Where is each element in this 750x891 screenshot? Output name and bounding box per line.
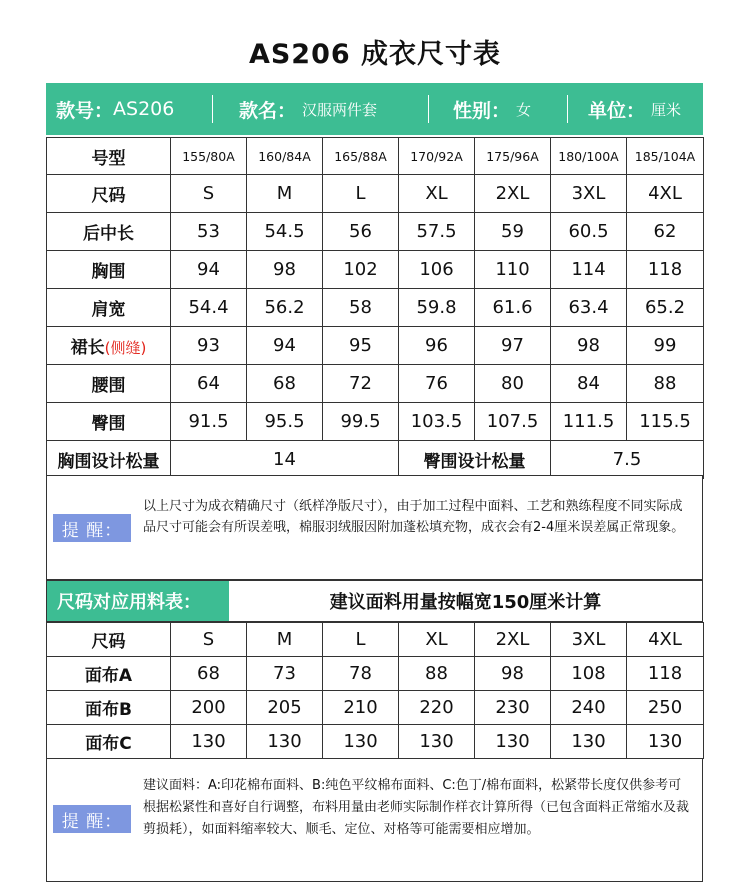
fabric-reminder-text: 建议面料：A:印花棉布面料、B:纯色平纹棉布面料、C:色丁/棉布面料，松紧带长度仅供参考可根据松紧性和喜好自行调整，布料用量由老师实际制作样衣计算所得（已包含面料正常缩水及裁剪损耗），如面料缩率较大、顺毛、定位、对格等可能需要相应增加。 [143, 778, 690, 837]
row-label: 面布C [47, 725, 171, 759]
table-cell: 130 [399, 725, 475, 759]
table-cell: 54.4 [171, 289, 247, 327]
table-cell: 250 [627, 691, 704, 725]
table-cell: 3XL [551, 175, 627, 213]
table-cell: 88 [627, 365, 704, 403]
size-cell: S [171, 623, 247, 657]
unit [568, 83, 702, 135]
size-spec: 185/104A [627, 138, 704, 175]
table-cell: 107.5 [475, 403, 551, 441]
table-cell: L [323, 175, 399, 213]
row-label: 肩宽 [47, 289, 171, 327]
table-cell: 108 [551, 657, 627, 691]
table-cell: 61.6 [475, 289, 551, 327]
table-cell: 102 [323, 251, 399, 289]
chest-ease-label: 胸围设计松量 [47, 441, 171, 479]
table-cell: 73 [247, 657, 323, 691]
style-label: 款号： [56, 99, 114, 122]
table-cell: 130 [247, 725, 323, 759]
size-spec: 165/88A [323, 138, 399, 175]
table-cell: 93 [171, 327, 247, 365]
row-label: 面布B [47, 691, 171, 725]
gender-value: 女 [516, 100, 532, 119]
table-cell: 53 [171, 213, 247, 251]
product-info-bar [46, 83, 703, 135]
size-spec: 170/92A [399, 138, 475, 175]
fabric-section-header [46, 580, 703, 622]
chest-ease-value: 14 [171, 441, 399, 479]
size-cell: 2XL [475, 623, 551, 657]
row-label [47, 327, 171, 365]
fabric-table [46, 622, 704, 759]
table-row [47, 175, 704, 213]
unit-label: 单位： [588, 99, 646, 122]
fabric-section-note: 建议面料用量按幅宽150厘米计算 [329, 592, 602, 613]
fabric-header-row [47, 623, 704, 657]
table-cell: M [247, 175, 323, 213]
name-label: 款名： [239, 99, 297, 122]
table-row [47, 403, 704, 441]
table-cell: 95 [323, 327, 399, 365]
row-label-text: 裙长 [70, 338, 105, 358]
table-cell: 110 [475, 251, 551, 289]
table-cell: 240 [551, 691, 627, 725]
table-cell: 99 [627, 327, 704, 365]
hip-ease-label: 臀围设计松量 [399, 441, 551, 479]
size-cell: 3XL [551, 623, 627, 657]
gender-label: 性别： [453, 99, 511, 122]
row-label: 胸围 [47, 251, 171, 289]
ease-row [47, 441, 704, 479]
table-cell: 94 [247, 327, 323, 365]
table-cell: XL [399, 175, 475, 213]
table-cell: 54.5 [247, 213, 323, 251]
table-cell: 72 [323, 365, 399, 403]
page-title: AS206 成衣尺寸表 [248, 39, 502, 70]
table-cell: 98 [247, 251, 323, 289]
table-cell: 99.5 [323, 403, 399, 441]
reminder-box [46, 475, 703, 580]
table-cell: 64 [171, 365, 247, 403]
table-row [47, 725, 704, 759]
table-cell: 88 [399, 657, 475, 691]
size-header-row [47, 138, 704, 175]
table-cell: 76 [399, 365, 475, 403]
table-cell: 60.5 [551, 213, 627, 251]
table-cell: 106 [399, 251, 475, 289]
unit-value: 厘米 [651, 100, 682, 119]
table-cell: 118 [627, 251, 704, 289]
size-cell: L [323, 623, 399, 657]
table-cell: 103.5 [399, 403, 475, 441]
reminder-tag: 提 醒： [53, 514, 131, 542]
table-cell: 98 [551, 327, 627, 365]
table-cell: 94 [171, 251, 247, 289]
table-cell: 95.5 [247, 403, 323, 441]
size-cell: M [247, 623, 323, 657]
row-label: 臀围 [47, 403, 171, 441]
table-cell: 111.5 [551, 403, 627, 441]
table-cell: 91.5 [171, 403, 247, 441]
row-label: 面布A [47, 657, 171, 691]
style-number [46, 83, 212, 135]
table-cell: 65.2 [627, 289, 704, 327]
row-label: 尺码 [47, 175, 171, 213]
size-table [46, 137, 704, 479]
table-cell: 68 [171, 657, 247, 691]
table-cell: 114 [551, 251, 627, 289]
table-cell: 59 [475, 213, 551, 251]
table-cell: 68 [247, 365, 323, 403]
table-row [47, 213, 704, 251]
table-cell: 130 [323, 725, 399, 759]
table-cell: 130 [475, 725, 551, 759]
table-cell: 63.4 [551, 289, 627, 327]
size-spec: 180/100A [551, 138, 627, 175]
size-cell: 4XL [627, 623, 704, 657]
size-spec: 160/84A [247, 138, 323, 175]
row-label-note: (侧缝) [104, 339, 147, 357]
hip-ease-value: 7.5 [551, 441, 704, 479]
table-cell: 57.5 [399, 213, 475, 251]
table-row [47, 327, 704, 365]
table-cell: 56.2 [247, 289, 323, 327]
table-cell: 80 [475, 365, 551, 403]
table-row [47, 657, 704, 691]
row-label: 尺码 [47, 623, 171, 657]
style-value: AS206 [113, 98, 175, 120]
table-cell: 200 [171, 691, 247, 725]
fabric-reminder-tag: 提 醒： [53, 805, 131, 833]
table-cell: 98 [475, 657, 551, 691]
table-cell: 78 [323, 657, 399, 691]
table-cell: 62 [627, 213, 704, 251]
table-cell: 2XL [475, 175, 551, 213]
table-cell: 59.8 [399, 289, 475, 327]
gender [429, 83, 567, 135]
row-label: 号型 [47, 138, 171, 175]
fabric-reminder-box [46, 758, 703, 882]
table-cell: 220 [399, 691, 475, 725]
table-cell: 97 [475, 327, 551, 365]
table-cell: 230 [475, 691, 551, 725]
row-label: 腰围 [47, 365, 171, 403]
table-row [47, 251, 704, 289]
reminder-text: 以上尺寸为成衣精确尺寸（纸样净版尺寸），由于加工过程中面料、工艺和熟练程度不同实际成品尺寸可能会有所误差哦，棉服羽绒服因附加蓬松填充物，成衣会有2-4厘米误差属正常现象。 [143, 499, 685, 535]
table-cell: S [171, 175, 247, 213]
table-cell: 58 [323, 289, 399, 327]
table-row [47, 365, 704, 403]
table-cell: 130 [171, 725, 247, 759]
table-cell: 84 [551, 365, 627, 403]
table-row [47, 289, 704, 327]
size-spec: 155/80A [171, 138, 247, 175]
name-value: 汉服两件套 [302, 100, 378, 119]
size-cell: XL [399, 623, 475, 657]
table-cell: 96 [399, 327, 475, 365]
row-label: 后中长 [47, 213, 171, 251]
table-cell: 205 [247, 691, 323, 725]
size-spec: 175/96A [475, 138, 551, 175]
table-cell: 56 [323, 213, 399, 251]
table-row [47, 691, 704, 725]
fabric-section-title: 尺码对应用料表： [47, 581, 229, 621]
table-cell: 115.5 [627, 403, 704, 441]
table-cell: 4XL [627, 175, 704, 213]
style-name [213, 83, 428, 135]
table-cell: 210 [323, 691, 399, 725]
table-cell: 130 [551, 725, 627, 759]
table-cell: 118 [627, 657, 704, 691]
table-cell: 130 [627, 725, 704, 759]
